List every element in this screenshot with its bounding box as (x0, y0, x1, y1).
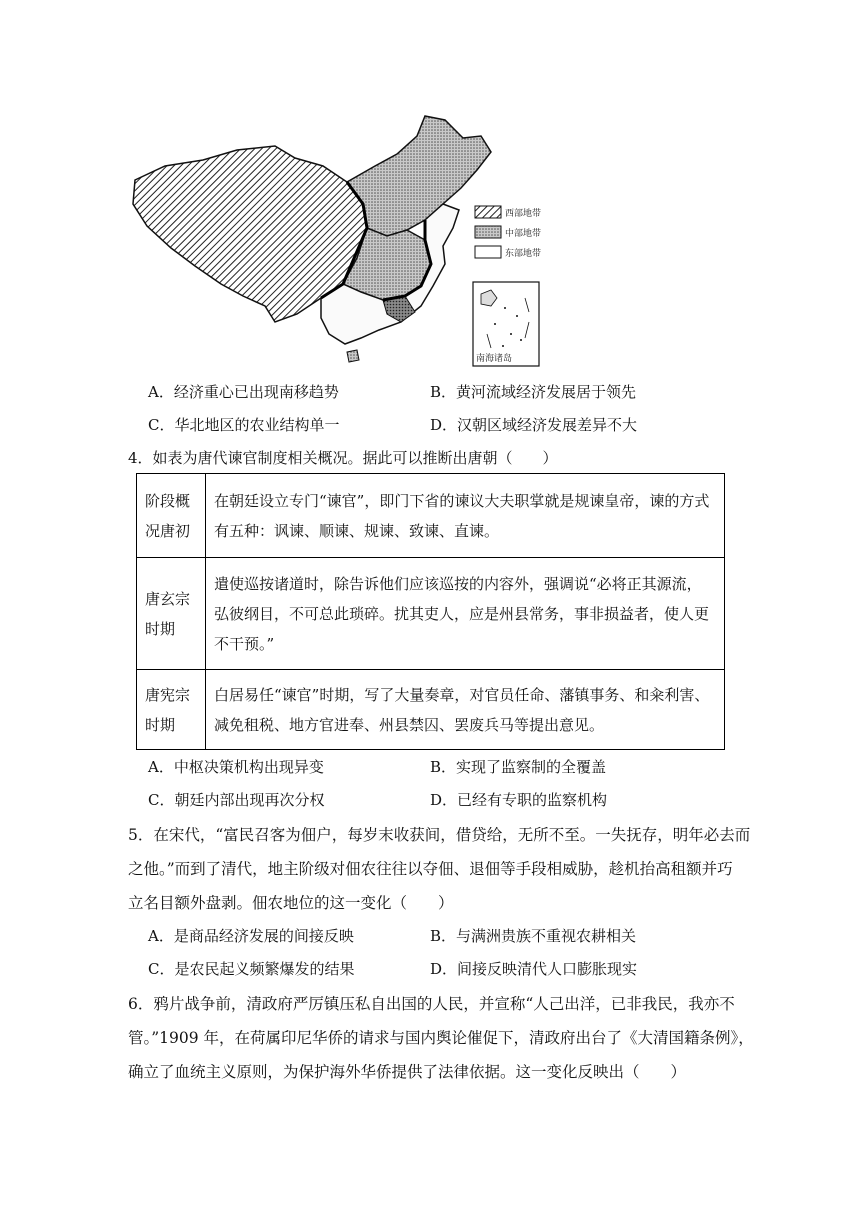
q3-option-c: C．华北地区的农业结构单一 (148, 416, 340, 434)
q5-stem: 5．在宋代，“富民召客为佃户，每岁末收获间，借贷给，无所不至。一失抚存，明年必去而 之他。”而到了清代，地主阶级对佃农往往以夺佃、退佃等手段相威胁，趁机抬高租额并巧 立名目额外盘剥。佃农地位的这一变化（ ） (128, 826, 751, 912)
central-zone-north (347, 116, 491, 236)
row-head: 阶段概 况唐初 (137, 474, 206, 558)
q3-option-b: B．黄河流域经济发展居于领先 (430, 383, 637, 401)
q3-option-a: A．经济重心已出现南移趋势 (148, 383, 339, 401)
q6-stem: 6．鸦片战争前，清政府严厉镇压私自出国的人民，并宣称“人己出洋，已非我民，我亦不 管。”1909 年，在荷属印尼华侨的请求与国内舆论催促下，清政府出台了《大清国籍条例》， 确立了血统主义原则，为保护海外华侨提供了法律依据。这一变化反映出（ ） (128, 995, 754, 1081)
q4-option-d: D．已经有专职的监察机构 (430, 791, 608, 809)
row-head: 唐宪宗 时期 (137, 670, 206, 750)
china-economic-zones-map (125, 108, 565, 370)
row-content: 遣使巡按诸道时，除告诉他们应该巡按的内容外，强调说“必将正其源流，弘彼纲目，不可总此琐碎。扰其吏人，应是州县常务，事非损益者，使人更不干预。” (206, 558, 725, 670)
hainan-island (347, 350, 359, 362)
q4-option-b: B．实现了监察制的全覆盖 (430, 758, 607, 776)
q4-stem: 4．如表为唐代谏官制度相关概况。据此可以推断出唐朝（ ） (128, 449, 558, 467)
q4-option-a: A．中枢决策机构出现异变 (148, 758, 324, 776)
svg-text:南海诸岛: 南海诸岛 (476, 354, 513, 364)
q5-option-c: C．是农民起义频繁爆发的结果 (148, 960, 355, 978)
table-row (137, 474, 725, 558)
q3-option-d: D．汉朝区域经济发展差异不大 (430, 416, 638, 434)
map-legend (475, 206, 541, 259)
south-china-sea-inset (473, 282, 539, 366)
table-row (137, 558, 725, 670)
q4-option-c: C．朝廷内部出现再次分权 (148, 791, 325, 809)
row-content: 白居易任“谏官”时期，写了大量奏章，对官员任命、藩镇事务、和籴利害、减免租税、地方官进奉、州县禁囚、罢废兵马等提出意见。 (206, 670, 725, 750)
q5-option-b: B．与满洲贵族不重视农耕相关 (430, 927, 637, 945)
svg-text:中部地带: 中部地带 (505, 229, 542, 239)
svg-text:西部地带: 西部地带 (505, 209, 542, 219)
tang-remonstrance-table (136, 473, 725, 750)
svg-text:东部地带: 东部地带 (505, 249, 542, 259)
row-content: 在朝廷设立专门“谏官”，即门下省的谏议大夫职掌就是规谏皇帝，谏的方式有五种：讽谏、顺谏、规谏、致谏、直谏。 (206, 474, 725, 558)
table-row (137, 670, 725, 750)
row-head: 唐玄宗 时期 (137, 558, 206, 670)
q5-option-d: D．间接反映清代人口膨胀现实 (430, 960, 638, 978)
q5-option-a: A．是商品经济发展的间接反映 (148, 927, 354, 945)
